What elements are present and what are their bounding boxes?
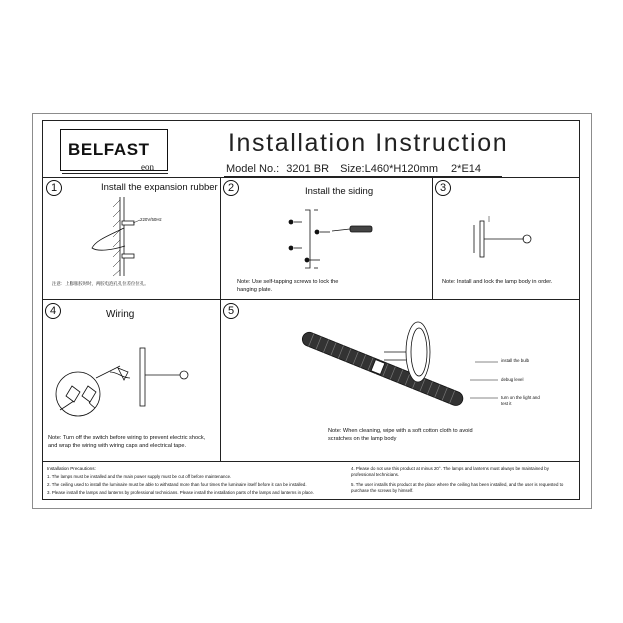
- step-number-4: 4: [45, 303, 61, 319]
- step-1-voltage-label: 220V/50Hz: [140, 217, 162, 222]
- step-title-2: Install the siding: [305, 186, 374, 197]
- brand-logo-name: BELFAST: [68, 140, 150, 159]
- precaution-1: 1. The lamps must be installed and the main power supply must be cut off before maintenance.: [47, 474, 232, 479]
- bulb-spec: 2*E14: [451, 163, 482, 175]
- size-value: L460*H120mm: [364, 163, 438, 175]
- precaution-5: 5. The user installs this product at the place where the ceiling has been installed, and the user is requested to purchase the screws by himself.: [351, 482, 564, 493]
- size-label: Size:: [340, 163, 365, 175]
- step-number-5: 5: [223, 303, 239, 319]
- step-1-wall-illustration: [92, 197, 140, 276]
- step-1-note: 注意：上膨胀胶时时，两胶电泡孔孔位差位位孔。: [52, 281, 149, 286]
- brand-logo-sub: eon: [141, 162, 154, 172]
- step-3-note: Note: Install and lock the lamp body in order.: [442, 279, 553, 285]
- precaution-4: 4. Please do not use this product at minus 20°. The lamps and lanterns must always be maintained by professional technicians.: [351, 466, 549, 477]
- precaution-2: 2. The ceiling used to install the luminaire must be able to withstand more than four times the luminaire itself before it can be installed.: [47, 482, 307, 487]
- step-4-note: Note: Turn off the switch before wiring to prevent electric shock, and wrap the wiring with wiring caps and electrical tape.: [48, 435, 206, 449]
- step-5-callout-bulb: install the bulb: [501, 358, 530, 363]
- step-5-callout-test: turn on the light and test it: [501, 395, 540, 406]
- step-number-1: 1: [46, 180, 62, 196]
- model-label: Model No.:: [226, 163, 280, 175]
- step-5-note: Note: When cleaning, wipe with a soft cotton cloth to avoid scratches on the lamp body: [328, 428, 473, 442]
- step-number-3: 3: [435, 180, 451, 196]
- model-value: 3201 BR: [286, 163, 330, 175]
- step-number-2: 2: [223, 180, 239, 196]
- page-title: Installation Instruction: [228, 129, 509, 157]
- step-3-lamp-body-illustration: [474, 216, 531, 257]
- precaution-3: 3. Please install the lamps and lanterns by professional technicians. Please install the installation parts of the lamps and lanterns in place.: [47, 490, 315, 495]
- step-title-4: Wiring: [106, 309, 135, 320]
- step-4-wiring-illustration: [56, 348, 188, 416]
- step-5-lamp-illustration: [300, 322, 498, 408]
- precautions-heading: Installation Precautions:: [47, 466, 96, 471]
- step-2-note: Note: Use self-tapping screws to lock the hanging plate.: [237, 279, 339, 293]
- step-title-1: Install the expansion rubber: [101, 182, 218, 193]
- step-2-siding-illustration: [289, 210, 372, 268]
- step-5-callout-level: debug level: [501, 377, 524, 382]
